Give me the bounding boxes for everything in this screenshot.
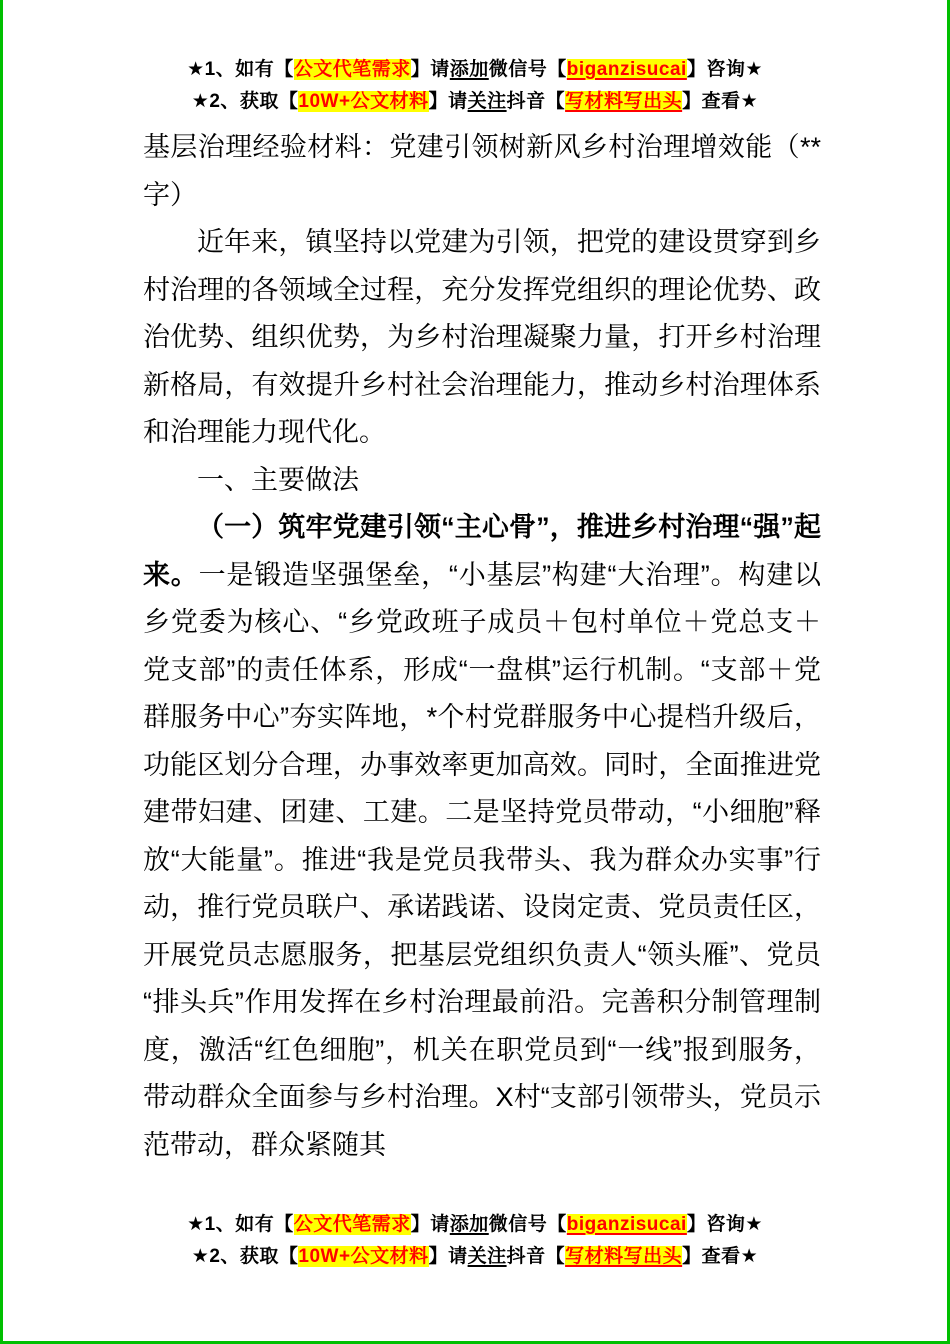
- promo-text: 】咨询★: [686, 59, 763, 80]
- promo-text: 】查看★: [682, 1246, 759, 1267]
- promo-text: ★1、如有【: [187, 1214, 294, 1235]
- footer-promo-line1: [3, 1209, 947, 1241]
- promo-text: 】查看★: [682, 91, 759, 112]
- add-action-underlined: 添加: [449, 1214, 489, 1235]
- promo-text: 抖音【: [506, 91, 566, 112]
- subsection-paragraph: [143, 504, 821, 1169]
- wechat-id-highlight: biganzisucai: [566, 1214, 687, 1235]
- promo-text: 】请: [410, 59, 450, 80]
- douyin-account-highlight: 写材料写出头: [565, 1246, 683, 1267]
- promo-text: 微信号【: [488, 59, 567, 80]
- follow-action-underlined: 关注: [467, 91, 507, 112]
- douyin-account-highlight: 写材料写出头: [565, 91, 683, 112]
- document-title: 基层治理经验材料：党建引领树新风乡村治理增效能（**字）: [143, 132, 821, 210]
- paragraphs: [143, 219, 821, 1169]
- header-promo: [3, 54, 947, 118]
- promo-text: 】请: [410, 1214, 450, 1235]
- body-text: 近年来，镇坚持以党建为引领，把党的建设贯穿到乡村治理的各领域全过程，充分发挥党组织的理论优势、政治优势、组织优势，为乡村治理凝聚力量，打开乡村治理新格局，有效提升乡村社会治理能力，推动乡村治理体系和治理能力现代化。: [143, 227, 821, 447]
- header-promo-line1: [3, 54, 947, 86]
- section-heading: [143, 457, 821, 505]
- promo-text: 微信号【: [488, 1214, 567, 1235]
- material-pack-highlight: 10W+公文材料: [298, 1246, 429, 1267]
- bold-lead-text: （一）筑牢党建引领“主心骨”，推进乡村治理“强”起来。: [143, 512, 821, 590]
- footer-promo: [3, 1209, 947, 1273]
- document-body: [143, 124, 821, 1169]
- follow-action-underlined: 关注: [467, 1246, 507, 1267]
- promo-text: ★2、获取【: [191, 91, 299, 112]
- promo-text: ★2、获取【: [191, 1246, 299, 1267]
- promo-text: 】请: [428, 1246, 468, 1267]
- intro-paragraph: [143, 219, 821, 457]
- promo-text: 】咨询★: [686, 1214, 763, 1235]
- promo-text: 抖音【: [506, 1246, 566, 1267]
- add-action-underlined: 添加: [449, 59, 489, 80]
- promo-text: 】请: [428, 91, 468, 112]
- header-promo-line2: [3, 86, 947, 118]
- wechat-id-highlight: biganzisucai: [566, 59, 687, 80]
- body-text: 一是锻造坚强堡垒，“小基层”构建“大治理”。构建以乡党委为核心、“乡党政班子成员＋包村单位＋党总支＋党支部”的责任体系，形成“一盘棋”运行机制。“支部＋党群服务中心”夯实阵地，*个村党群服务中心提档升级后，功能区划分合理，办事效率更加高效。同时，全面推进党建带妇建、团建、工建。二是坚持党员带动，“小细胞”释放“大能量”。推进“我是党员我带头、我为群众办实事”行动，推行党员联户、承诺践诺、设岗定责、党员责任区，开展党员志愿服务，把基层党组织负责人“领头雁”、党员“排头兵”作用发挥在乡村治理最前沿。完善积分制管理制度，激活“红色细胞”，机关在职党员到“一线”报到服务，带动群众全面参与乡村治理。X村“支部引领带头，党员示范带动，群众紧随其: [143, 559, 822, 1160]
- body-text: 一、主要做法: [197, 464, 359, 495]
- ghostwriting-service-highlight: 公文代笔需求: [293, 59, 411, 80]
- material-pack-highlight: 10W+公文材料: [298, 91, 429, 112]
- promo-text: ★1、如有【: [187, 59, 294, 80]
- footer-promo-line2: [3, 1241, 947, 1273]
- ghostwriting-service-highlight: 公文代笔需求: [293, 1214, 411, 1235]
